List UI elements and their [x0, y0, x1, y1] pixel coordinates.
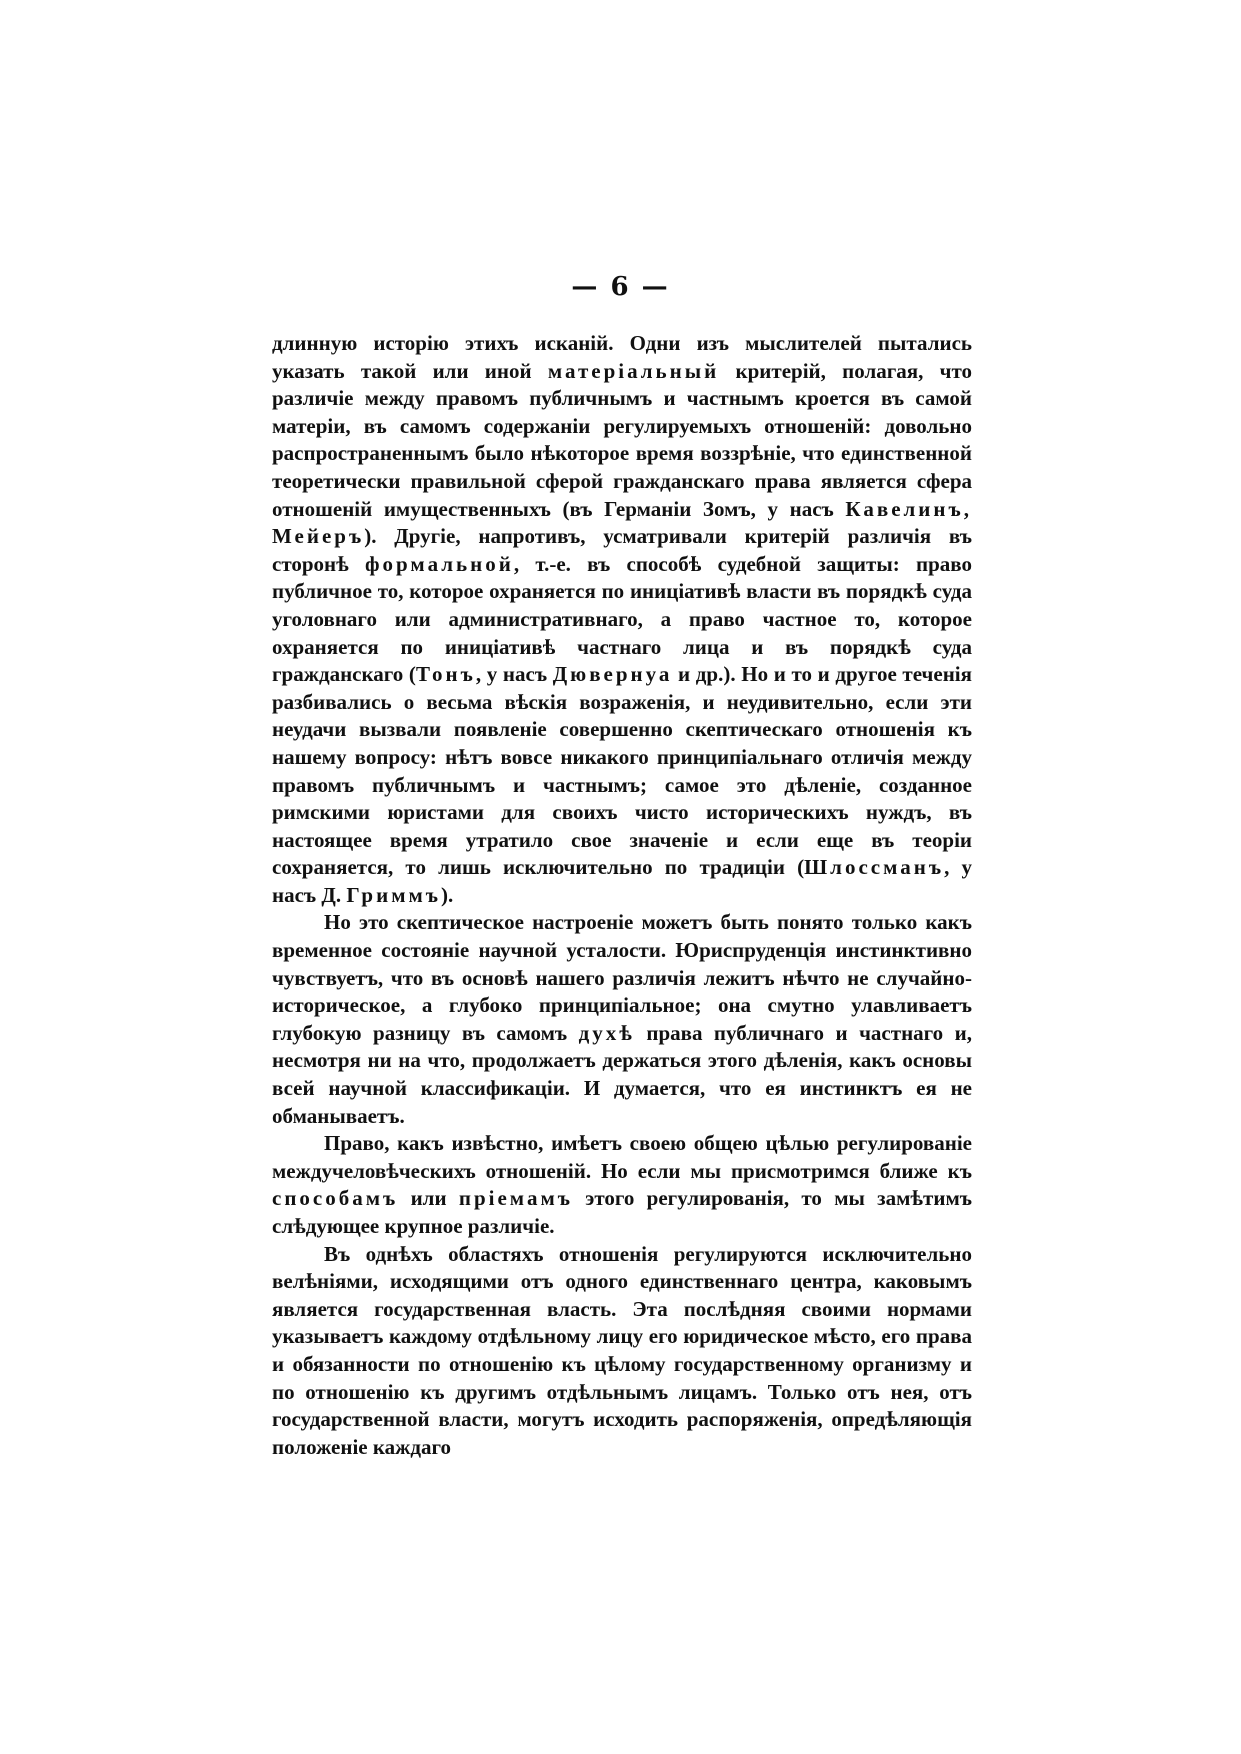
text-run: , у насъ — [475, 662, 553, 687]
text-run: Но это скептическое настроеніе можетъ быть понято только какъ временное состояніе научной усталости. Юриспруденція инстинктивно чувствуетъ, что въ основѣ нашего различія лежитъ нѣчто не случайно-историческое, а глубоко принципіальное; она смутно улавливаетъ глубокую разницу въ самомъ — [272, 910, 972, 1045]
emphasis-term: пріемамъ — [458, 1186, 573, 1211]
text-run: или — [398, 1186, 459, 1211]
text-run: Право, какъ извѣстно, имѣетъ своею общею цѣлью регулированіе междучеловѣческихъ отношеній. Но если мы присмотримся ближе къ — [272, 1131, 972, 1183]
emphasis-term: способамъ — [272, 1186, 399, 1211]
text-run: ). — [441, 882, 454, 907]
emphasis-names: Тонъ — [415, 662, 476, 687]
text-run: и др.). Но и то и другое теченія разбивались о весьма вѣскія возраженія, и неудивительно, если эти неудачи вызвали появленіе совершенно скептическаго отношенія къ нашему вопросу: нѣтъ вовсе никакого принципіальнаго отличія между правомъ публичнымъ и частнымъ; самое это дѣленіе, созданное римскими юристами для своихъ чисто историческихъ нуждъ, въ настоящее время утратило свое значеніе и если еще въ теоріи сохраняется, то лишь исключительно по традиціи ( — [272, 662, 972, 880]
emphasis-names: Кавелинъ, Мейеръ — [272, 496, 972, 549]
text-run: Въ однѣхъ областяхъ отношенія регулируются исключительно велѣніями, исходящими отъ одного единственнаго центра, каковымъ является государственная власть. Эта послѣдняя своими нормами указываетъ каждому отдѣльному лицу его юридическое мѣсто, его права и обязанности по отношенію къ цѣлому государственному организму и по отношенію къ другимъ отдѣльнымъ лицамъ. Только отъ нея, отъ государственной власти, могутъ исходить распоряженія, опредѣляющія положеніе каждаго — [272, 1241, 972, 1459]
text-run: ). Другіе, напротивъ, усматривали критерій различія въ сторонѣ — [272, 524, 972, 576]
emphasis-term: формальной — [365, 551, 514, 576]
emphasis-term: духѣ — [578, 1020, 635, 1045]
text-run: длинную исторію этихъ исканій. Одни изъ мыслителей пытались указать такой или иной — [272, 331, 972, 383]
text-run: , т.-е. въ способѣ судебной защиты: право публичное то, которое охраняется по иниціативѣ власти въ порядкѣ суда уголовнаго или административнаго, а право частное то, которое охраняется по иниціативѣ частнаго лица и въ порядкѣ суда гражданскаго ( — [272, 551, 972, 687]
text-run: , у насъ Д. — [272, 855, 973, 907]
emphasis-names: Дювернуа — [552, 662, 673, 687]
emphasis-names: Шлоссманъ — [804, 855, 945, 880]
paragraph-1 — [272, 330, 972, 909]
paragraph-4 — [272, 1241, 972, 1462]
emphasis-term: матеріальный — [547, 358, 720, 383]
body-text — [272, 330, 972, 1461]
page-number: — 6 — — [571, 272, 670, 302]
text-run: этого регулированія, то мы замѣтимъ слѣдующее крупное различіе. — [272, 1186, 972, 1238]
paragraph-2 — [272, 909, 972, 1130]
text-run: критерій, полагая, что различіе между правомъ публичнымъ и частнымъ кроется въ самой матеріи, въ самомъ содержаніи регулируемыхъ отношеній: довольно распространеннымъ было нѣкоторое время воззрѣніе, что единственной теоретически правильной сферой гражданскаго права является сфера отношеній имущественныхъ (въ Германіи Зомъ, у насъ — [272, 358, 972, 521]
emphasis-names: Гриммъ — [346, 882, 442, 907]
paragraph-3 — [272, 1130, 972, 1240]
text-run: права публичнаго и частнаго и, несмотря ни на что, продолжаетъ держаться этого дѣленія, какъ основы всей научной классификаціи. И думается, что ея инстинктъ ея не обманываетъ. — [272, 1020, 972, 1128]
